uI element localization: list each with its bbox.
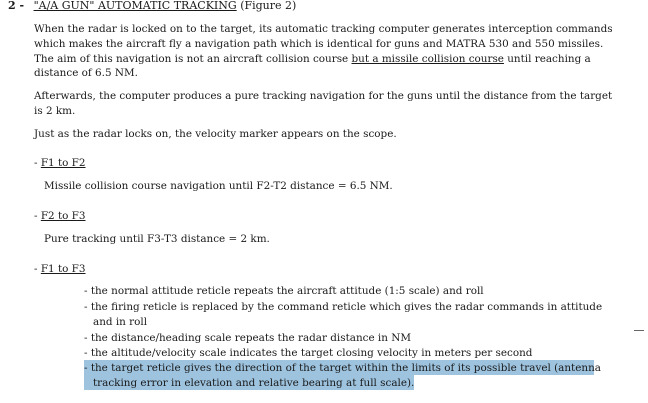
paragraph-line: which makes the aircraft fly a navigation path which is identical for guns and MATRA 530 and 550 missiles. [34,38,604,50]
phase-dash: - [34,210,41,222]
paragraph-line [34,52,591,66]
section-number: 2 - [8,0,25,12]
figure-reference: (Figure 2) [240,0,297,12]
paragraph-text: until reaching a [503,53,591,65]
phase-label: F1 to F3 [40,263,86,275]
list-item: - the distance/heading scale repeats the radar distance in NM [84,332,411,344]
phase-dash: - [34,157,41,169]
list-item-highlighted[interactable]: - the target reticle gives the direction of the target within the limits of its possible travel (antenna [84,362,601,374]
paragraph-line: Just as the radar locks on, the velocity marker appears on the scope. [34,128,397,140]
phase-text: Pure tracking until F3-T3 distance = 2 km. [44,233,270,245]
section-heading [8,0,296,13]
list-item: - the normal attitude reticle repeats the aircraft attitude (1:5 scale) and roll [84,285,484,297]
highlight-mask [414,375,604,403]
phase-label: F2 to F3 [40,210,86,222]
paragraph-text: The aim of this navigation is not an aircraft collision course [34,53,352,65]
margin-mark [634,330,644,331]
phase-heading [34,262,86,276]
phase-dash: - [34,263,41,275]
underlined-phrase: but a missile collision course [351,53,504,65]
phase-text: Missile collision course navigation until F2-T2 distance = 6.5 NM. [44,180,393,192]
section-title: "A/A GUN" AUTOMATIC TRACKING [33,0,237,12]
phase-label: F1 to F2 [40,157,86,169]
phase-heading [34,209,86,223]
list-item-continuation-highlighted[interactable]: tracking error in elevation and relative bearing at full scale). [93,377,415,389]
list-item: - the firing reticle is replaced by the command reticle which gives the radar commands in attitude [84,301,603,313]
list-item: - the altitude/velocity scale indicates the target closing velocity in meters per second [84,347,533,359]
phase-heading [34,156,86,170]
paragraph-line: Afterwards, the computer produces a pure tracking navigation for the guns until the distance from the target [34,90,613,102]
paragraph-line: distance of 6.5 NM. [34,67,138,79]
paragraph-line: is 2 km. [34,105,76,117]
paragraph-line: When the radar is locked on to the target, its automatic tracking computer generates interception commands [34,23,613,35]
list-item-continuation: and in roll [93,316,148,328]
